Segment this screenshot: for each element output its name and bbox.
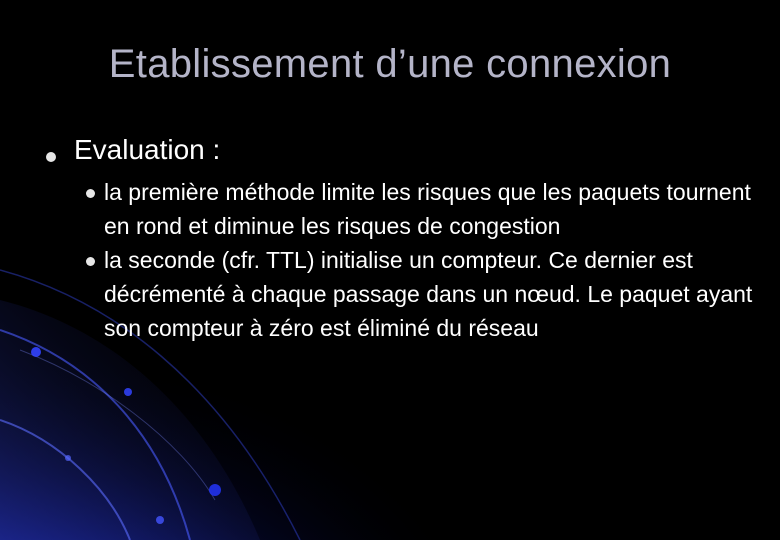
sub-bullet-item	[86, 243, 766, 345]
sub-bullet-text: la première méthode limite les risques que les paquets tournent en rond et diminue les risques de congestion	[104, 179, 751, 239]
sub-bullet-list	[86, 175, 766, 345]
bullet-dot-icon	[86, 189, 95, 198]
sub-bullet-text: la seconde (cfr. TTL) initialise un compteur. Ce dernier est décrémenté à chaque passage dans un nœud. Le paquet ayant son compteur à zéro est éliminé du réseau	[104, 247, 753, 341]
slide-title: Etablissement d’une connexion	[108, 42, 672, 86]
bullet-label: Evaluation :	[74, 134, 221, 165]
sub-bullet-item	[86, 175, 766, 243]
bullet-dot-icon	[86, 257, 95, 266]
bullet-dot-icon	[46, 152, 56, 162]
